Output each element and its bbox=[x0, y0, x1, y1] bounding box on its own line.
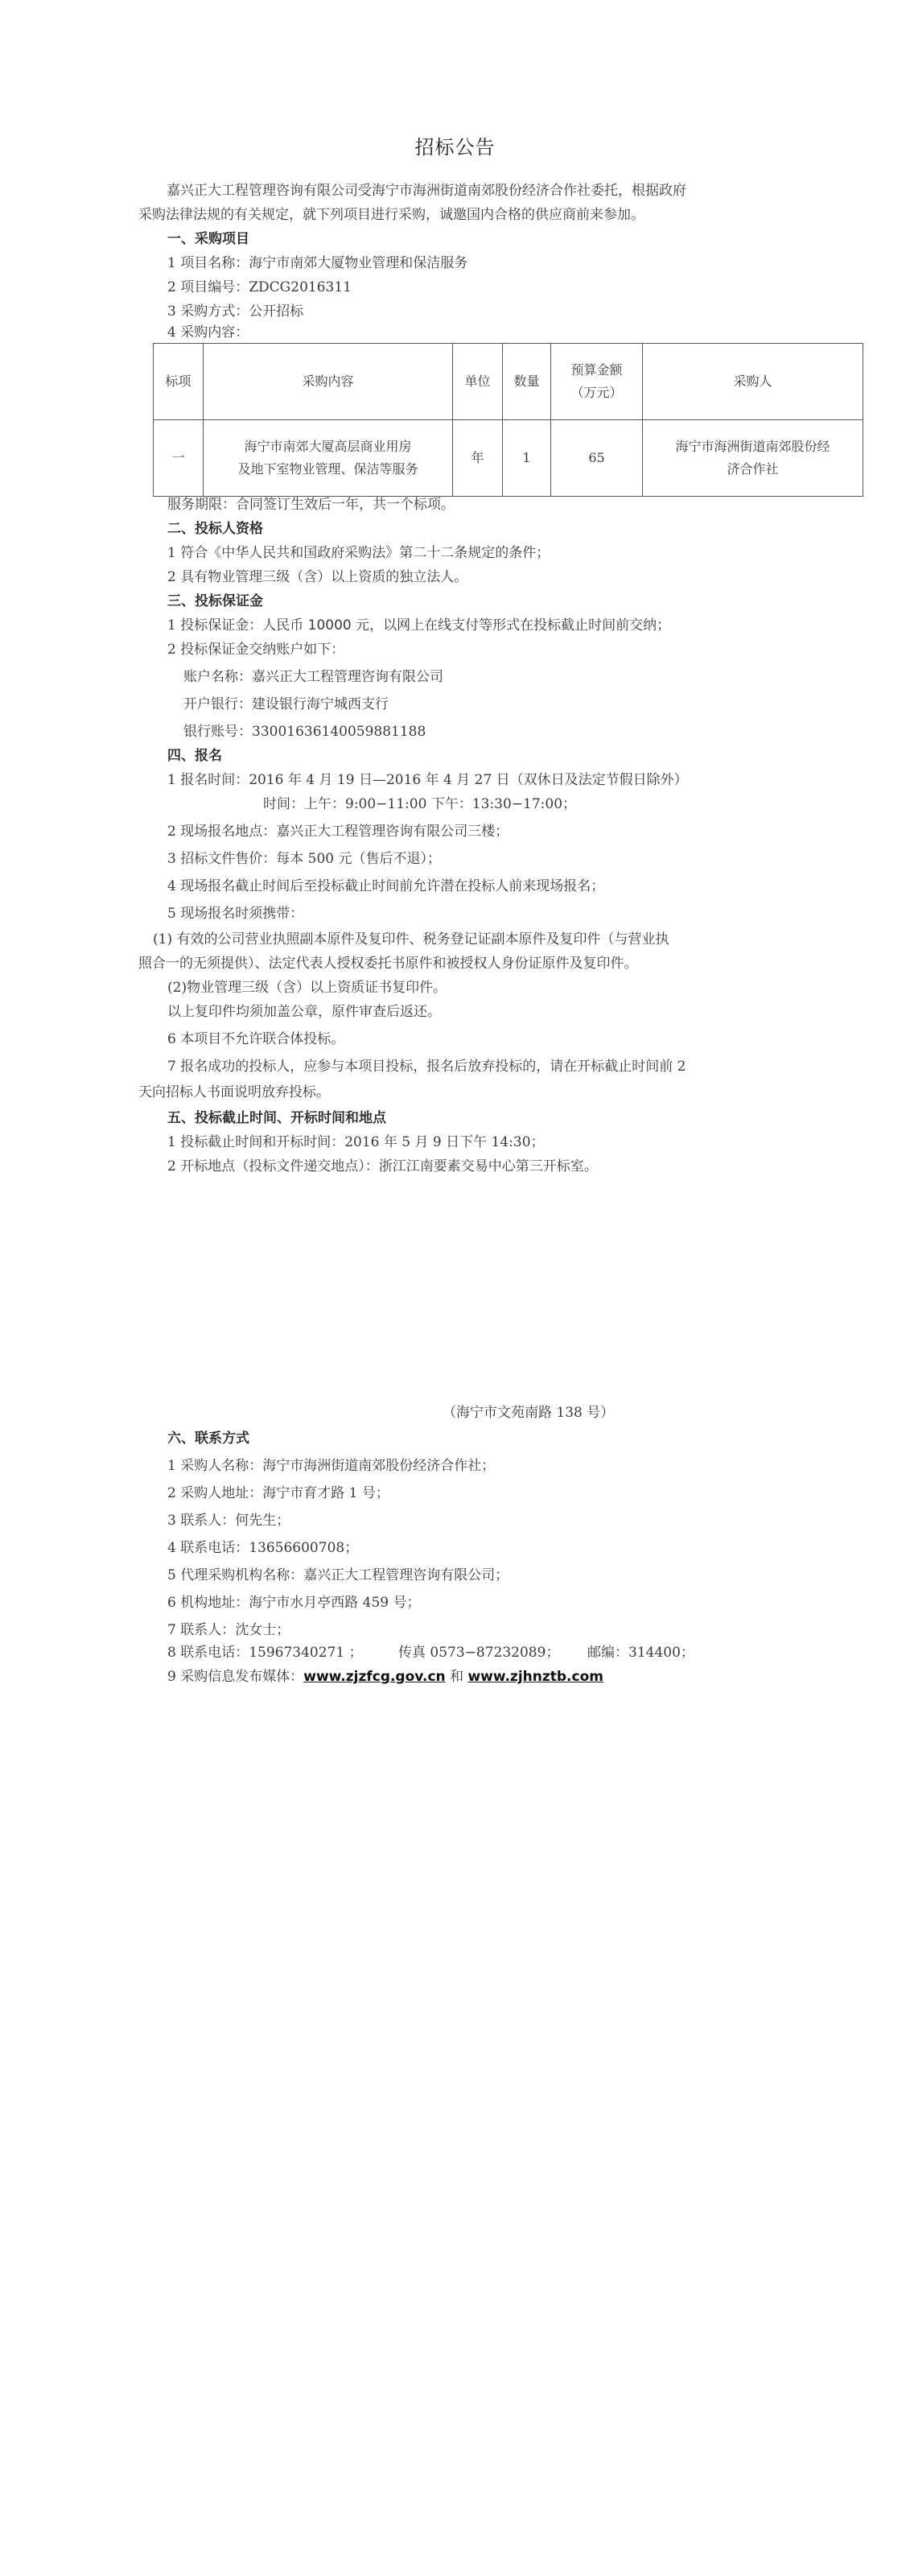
bid-deadline: 1 投标截止时间和开标时间：2016 年 5 月 9 日下午 14:30； bbox=[167, 1134, 545, 1150]
no-consortium: 6 本项目不允许联合体投标。 bbox=[167, 1031, 345, 1047]
table-row bbox=[154, 420, 863, 497]
document-price: 3 招标文件售价：每本 500 元（售后不退）； bbox=[167, 851, 441, 867]
intro-line-1: 嘉兴正大工程管理咨询有限公司受海宁市海洲街道南郊股份经济合作社委托，根据政府 bbox=[167, 183, 686, 199]
qualification-1: 1 符合《中华人民共和国政府采购法》第二十二条规定的条件； bbox=[167, 545, 550, 561]
agency-name: 5 代理采购机构名称：嘉兴正大工程管理咨询有限公司； bbox=[167, 1567, 509, 1583]
header-unit: 单位 bbox=[453, 344, 503, 420]
cell-purchaser bbox=[643, 420, 863, 497]
header-lot: 标项 bbox=[154, 344, 204, 420]
media-link-zjhnztb[interactable]: www.zjhnztb.com bbox=[467, 1669, 603, 1685]
project-number: 2 项目编号：ZDCG2016311 bbox=[167, 279, 352, 295]
header-budget-unit: （万元） bbox=[570, 385, 623, 400]
agency-contact: 7 联系人：沈女士； bbox=[167, 1622, 290, 1638]
account-name: 账户名称：嘉兴正大工程管理咨询有限公司 bbox=[183, 669, 443, 685]
procurement-method: 3 采购方式：公开招标 bbox=[167, 303, 304, 320]
procurement-content-label: 4 采购内容： bbox=[167, 324, 249, 341]
deposit-prefix: 1 投标保证金：人民币 bbox=[167, 617, 308, 634]
cell-content-line-1: 海宁市南郊大厦高层商业用房 bbox=[244, 439, 412, 454]
agency-address: 6 机构地址：海宁市水月亭西路 459 号； bbox=[167, 1595, 421, 1611]
registration-time: 1 报名时间：2016 年 4 月 19 日—2016 年 4 月 27 日（双休日及法定节假日除外） bbox=[167, 772, 688, 788]
cell-content bbox=[204, 420, 453, 497]
required-documents: 5 现场报名时须携带： bbox=[167, 906, 304, 922]
agency-postcode: 邮编：314400； bbox=[587, 1645, 694, 1661]
late-registration: 4 现场报名截止时间后至投标截止时间前允许潜在投标人前来现场报名； bbox=[167, 878, 605, 894]
page-title: 招标公告 bbox=[414, 136, 496, 159]
cell-purchaser-line-1: 海宁市海洲街道南郊股份经 bbox=[675, 439, 830, 454]
section-3-heading: 三、投标保证金 bbox=[167, 593, 263, 609]
cell-purchaser-line-2: 济合作社 bbox=[727, 461, 779, 477]
cell-content-line-2: 及地下室物业管理、保洁等服务 bbox=[237, 461, 418, 477]
document-2: (2)物业管理三级（含）以上资质证书复印件。 bbox=[167, 980, 447, 996]
project-name: 1 项目名称：海宁市南郊大厦物业管理和保洁服务 bbox=[167, 255, 468, 271]
copies-note: 以上复印件均须加盖公章，原件审查后返还。 bbox=[167, 1004, 441, 1020]
deposit-amount bbox=[167, 617, 670, 634]
intro-line-2: 采购法律法规的有关规定，就下列项目进行采购，诚邀国内合格的供应商前来参加。 bbox=[138, 207, 644, 223]
deposit-account-intro: 2 投标保证金交纳账户如下： bbox=[167, 642, 345, 658]
cell-budget: 65 bbox=[551, 420, 643, 497]
header-quantity: 数量 bbox=[503, 344, 551, 420]
section-2-heading: 二、投标人资格 bbox=[167, 521, 263, 537]
purchaser-contact: 3 联系人：何先生； bbox=[167, 1513, 290, 1529]
cell-lot: 一 bbox=[154, 420, 204, 497]
purchaser-phone: 4 联系电话：13656600708； bbox=[167, 1540, 359, 1556]
withdrawal-line-2: 天向招标人书面说明放弃投标。 bbox=[138, 1084, 330, 1100]
bid-opening-location: 2 开标地点（投标文件递交地点）：浙江江南要素交易中心第三开标室。 bbox=[167, 1158, 598, 1174]
agency-phone: 8 联系电话：15967340271 ； bbox=[167, 1645, 363, 1661]
media-link-zjzfcg[interactable]: www.zjzfcg.gov.cn bbox=[303, 1669, 446, 1685]
cell-unit: 年 bbox=[453, 420, 503, 497]
section-1-heading: 一、采购项目 bbox=[167, 231, 249, 247]
bank-name: 开户银行：建设银行海宁城西支行 bbox=[183, 696, 389, 712]
qualification-2: 2 具有物业管理三级（含）以上资质的独立法人。 bbox=[167, 569, 468, 585]
purchaser-address: 2 采购人地址：海宁市育才路 1 号； bbox=[167, 1485, 389, 1501]
header-content: 采购内容 bbox=[204, 344, 453, 420]
header-budget bbox=[551, 344, 643, 420]
header-purchaser: 采购人 bbox=[643, 344, 863, 420]
section-6-heading: 六、联系方式 bbox=[167, 1430, 249, 1447]
publication-media bbox=[167, 1668, 603, 1686]
registration-hours: 时间：上午：9:00−11:00 下午：13:30−17:00； bbox=[263, 796, 577, 812]
account-number: 银行账号：33001636140059881188 bbox=[183, 724, 426, 740]
section-5-heading: 五、投标截止时间、开标时间和地点 bbox=[167, 1110, 386, 1126]
address-note: （海宁市文苑南路 138 号） bbox=[443, 1405, 615, 1421]
document-1-line-2: 照合一的无须提供）、法定代表人授权委托书原件和被授权人身份证原件及复印件。 bbox=[138, 956, 638, 972]
service-period: 服务期限：合同签订生效后一年，共一个标项。 bbox=[167, 497, 455, 513]
header-budget-label: 预算金额 bbox=[570, 362, 623, 378]
section-4-heading: 四、报名 bbox=[167, 748, 222, 764]
procurement-table bbox=[153, 343, 863, 497]
table-header-row bbox=[154, 344, 863, 420]
purchaser-name: 1 采购人名称：海宁市海洲街道南郊股份经济合作社； bbox=[167, 1458, 496, 1474]
registration-location: 2 现场报名地点：嘉兴正大工程管理咨询有限公司三楼； bbox=[167, 824, 509, 840]
media-and: 和 bbox=[445, 1669, 468, 1685]
document-1-line-1: (1) 有效的公司营业执照副本原件及复印件、税务登记证副本原件及复印件（与营业执 bbox=[153, 931, 669, 947]
deposit-amount-value: 10000 bbox=[307, 617, 352, 634]
withdrawal-line-1: 7 报名成功的投标人，应参与本项目投标，报名后放弃投标的，请在开标截止时间前 2 bbox=[167, 1059, 686, 1075]
media-label: 9 采购信息发布媒体： bbox=[167, 1669, 304, 1685]
agency-fax: 传真 0573−87232089； bbox=[398, 1645, 560, 1661]
deposit-suffix: 元，以网上在线支付等形式在投标截止时间前交纳； bbox=[351, 617, 671, 634]
cell-quantity: 1 bbox=[503, 420, 551, 497]
